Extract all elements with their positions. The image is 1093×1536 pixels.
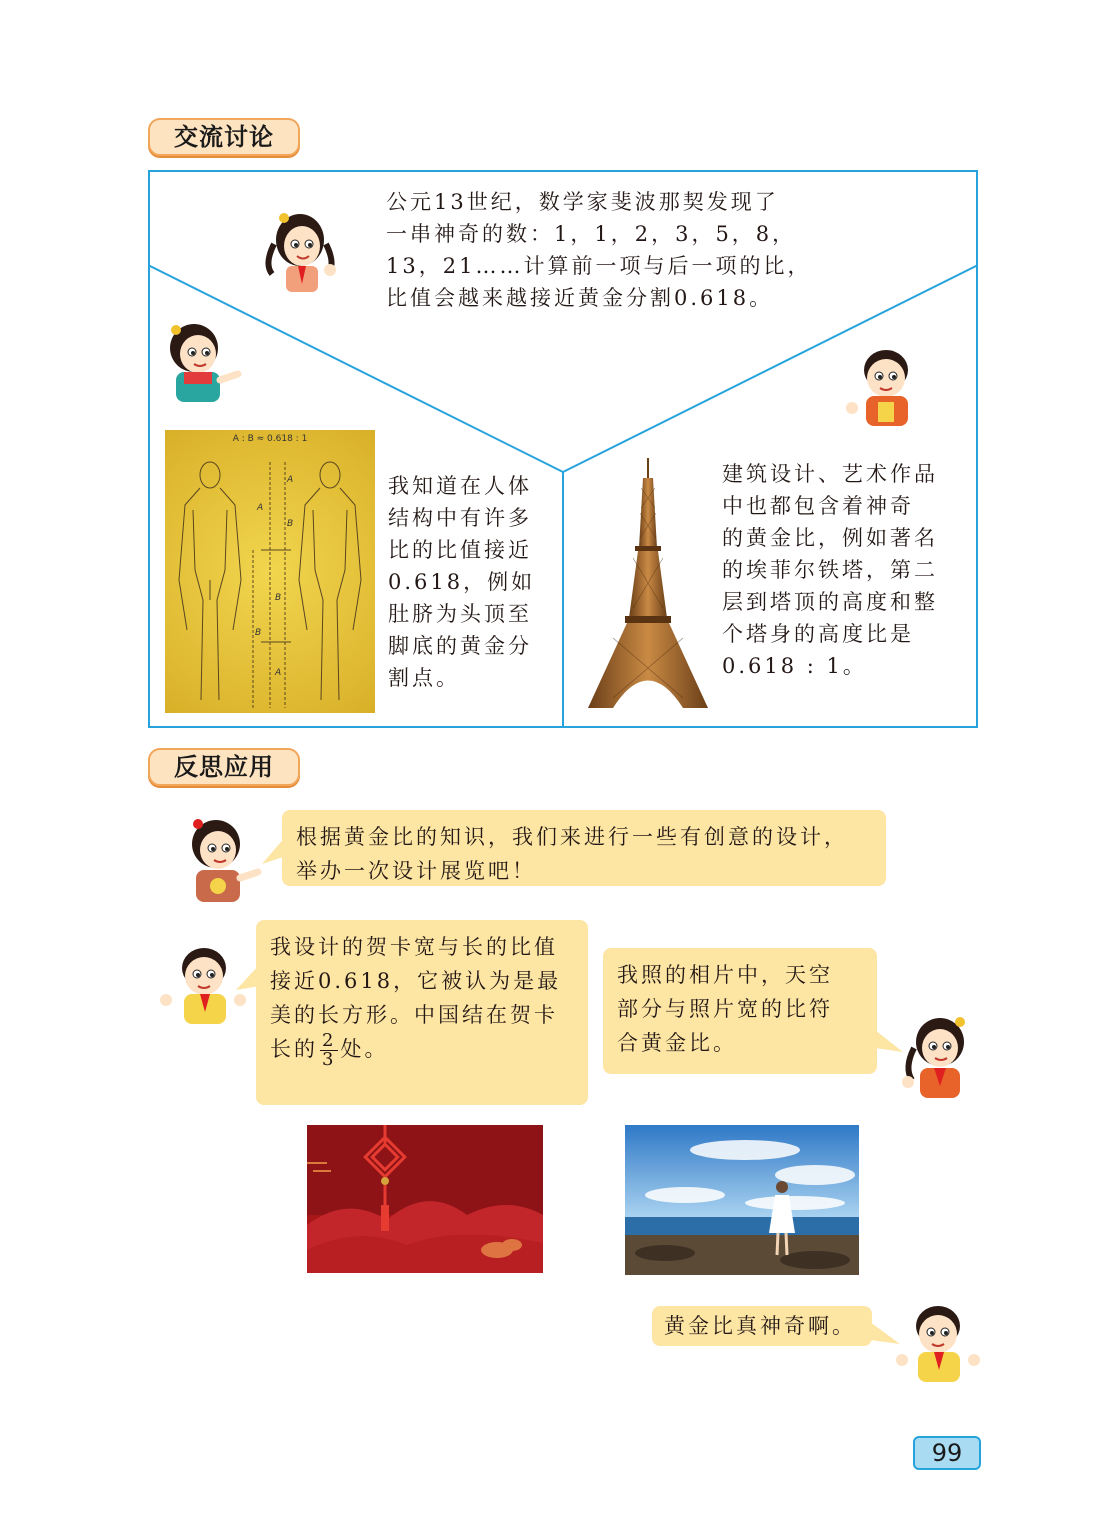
greeting-card-image xyxy=(307,1125,543,1273)
speech-bubble-design-exhibition: 根据黄金比的知识，我们来进行一些有创意的设计， 举办一次设计展览吧！ xyxy=(282,810,886,886)
label-a2: A xyxy=(287,475,294,485)
body-proportion-text: 我知道在人体 结构中有许多 比的比值接近 0.618，例如 肚脐为头顶至 脚底的黄金分 割点。 xyxy=(388,474,536,690)
bubble3-tail xyxy=(875,1030,903,1052)
speech-bubble-photo: 我照的相片中，天空 部分与照片宽的比符 合黄金比。 xyxy=(603,948,877,1074)
page-number: 99 xyxy=(913,1436,981,1470)
two-thirds-fraction xyxy=(320,1032,338,1069)
section-tag-discussion: 交流讨论 xyxy=(148,118,300,156)
body-outline-icon xyxy=(165,430,375,713)
speech-bubble-greeting-card xyxy=(256,920,588,1105)
eiffel-tower-image xyxy=(583,458,713,716)
girl-pointing-icon xyxy=(158,318,248,406)
bubble2-main-text: 我设计的贺卡宽与长的比值 接近0.618，它被认为是最 美的长方形。中国结在贺卡 xyxy=(270,935,562,1027)
eiffel-tower-text: 建筑设计、艺术作品 中也都包含着神奇 的黄金比，例如著名 的埃菲尔铁塔，第二 层到塔顶的高度和整 个塔身的高度比是 0.618 : 1。 xyxy=(722,462,938,678)
boy-bottom-icon xyxy=(894,1298,980,1386)
fraction-denominator: 3 xyxy=(322,1049,337,1070)
section-tag-reflection: 反思应用 xyxy=(148,748,300,786)
seaside-photo-image xyxy=(625,1125,859,1275)
bubble2-suffix: 处。 xyxy=(340,1037,389,1061)
label-b1: B xyxy=(287,519,294,529)
speech-bubble-golden-ratio: 黄金比真神奇啊。 xyxy=(652,1306,872,1346)
boy-speaker-icon xyxy=(156,940,248,1028)
label-a3: A xyxy=(275,668,282,678)
label-b2: B xyxy=(275,593,282,603)
proportion-label: A : B ≈ 0.618 : 1 xyxy=(232,434,308,444)
label-a1: A xyxy=(257,503,264,513)
body-proportion-image xyxy=(165,430,375,713)
boy-character-icon xyxy=(840,342,930,430)
label-b3: B xyxy=(255,628,262,638)
girl-right-icon xyxy=(900,1010,980,1098)
girl-character-icon xyxy=(262,204,342,294)
girl-speaker-icon xyxy=(176,812,266,904)
bubble2-prefix: 长的 xyxy=(270,1037,318,1061)
fibonacci-text: 公元13世纪，数学家斐波那契发现了 一串神奇的数：1，1，2，3，5，8， 13，21……计算前一项与后一项的比， 比值会越来越接近黄金分割0.618。 xyxy=(386,190,812,310)
fraction-numerator: 2 xyxy=(322,1030,337,1051)
